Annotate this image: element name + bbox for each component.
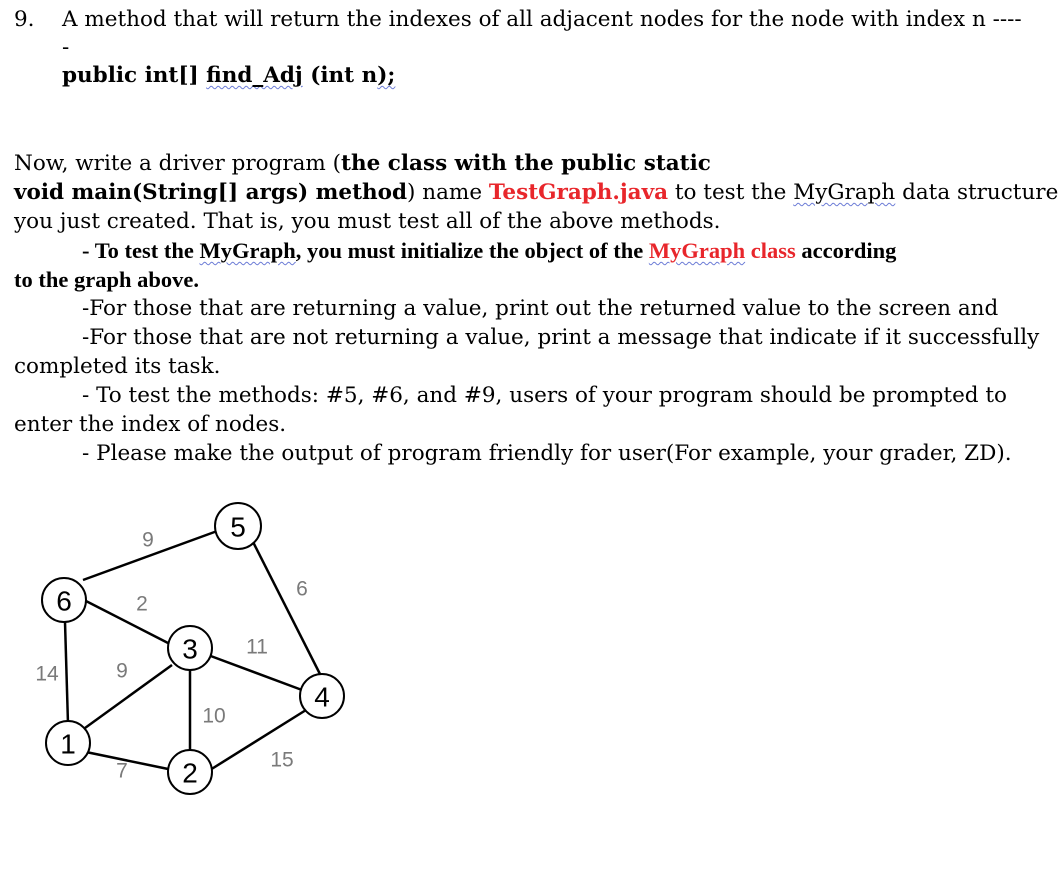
bullet-initialize-cont: to the graph above.: [14, 267, 199, 292]
weight-1-2: 7: [116, 759, 128, 783]
bullet-text: - To test the: [82, 238, 200, 263]
node-label-2: 2: [182, 757, 198, 789]
driver-line-2: [14, 179, 1058, 207]
signature-end: );: [377, 63, 396, 88]
weighted-graph-diagram: [0, 490, 400, 810]
bullet-friendly: - Please make the output of program friendly for user(For example, your grader, ZD).: [82, 441, 1012, 466]
class-word: class: [745, 238, 796, 263]
class-filename: TestGraph.java: [488, 180, 669, 205]
method-signature: [62, 62, 395, 90]
bullet-text: according: [795, 238, 897, 263]
driver-text: Now, write a driver program (: [14, 151, 342, 176]
edge-6-1: [65, 622, 68, 724]
driver-text: data structure: [895, 180, 1058, 205]
mygraph-class-name: MyGraph: [648, 238, 746, 263]
node-label-4: 4: [314, 681, 330, 713]
question-dash: -: [62, 35, 70, 60]
weight-2-4: 15: [270, 748, 294, 772]
edge-3-4: [208, 655, 302, 690]
bullet-text: , you must initialize the object of the: [295, 238, 649, 263]
bullet-returning: -For those that are returning a value, print out the returned value to the screen and: [82, 296, 999, 321]
main-method-text: void main(String[] args) method: [14, 180, 408, 205]
node-label-3: 3: [182, 633, 198, 665]
bullet-initialize: [82, 237, 896, 265]
signature-method-name: find_Adj: [206, 63, 303, 88]
weight-5-4: 6: [296, 577, 308, 601]
weight-1-3: 9: [116, 659, 128, 683]
driver-text: to test the: [668, 180, 794, 205]
question-number: 9.: [14, 7, 35, 32]
bullet-prompt-cont: enter the index of nodes.: [14, 412, 287, 437]
weight-6-1: 14: [35, 662, 59, 686]
mygraph-name: MyGraph: [793, 180, 896, 205]
signature-prefix: public int[]: [62, 63, 207, 88]
bullet-not-returning: -For those that are not returning a value, print a message that indicate if it successfully: [82, 325, 1040, 350]
driver-line-3: you just created. That is, you must test all of the above methods.: [14, 209, 721, 234]
edge-1-3: [85, 665, 172, 728]
driver-text: ) name: [407, 180, 489, 205]
edge-6-3: [84, 600, 168, 643]
weight-3-4: 11: [246, 635, 268, 659]
bullet-prompt: - To test the methods: #5, #6, and #9, users of your program should be prompted to: [82, 383, 1007, 408]
signature-params: (int n: [302, 63, 378, 88]
weight-6-3: 2: [136, 592, 148, 616]
weight-6-5: 9: [142, 528, 154, 552]
bullet-not-returning-cont: completed its task.: [14, 354, 221, 379]
node-label-6: 6: [56, 585, 72, 617]
question-text: A method that will return the indexes of all adjacent nodes for the node with index n ----: [62, 7, 1022, 32]
driver-line-1: [14, 150, 711, 178]
node-label-5: 5: [230, 511, 246, 543]
node-label-1: 1: [60, 728, 76, 760]
weight-3-2: 10: [202, 704, 226, 728]
edge-1-2: [86, 752, 173, 770]
mygraph-name: MyGraph: [199, 238, 296, 263]
driver-bold-text: the class with the public static: [341, 151, 711, 176]
